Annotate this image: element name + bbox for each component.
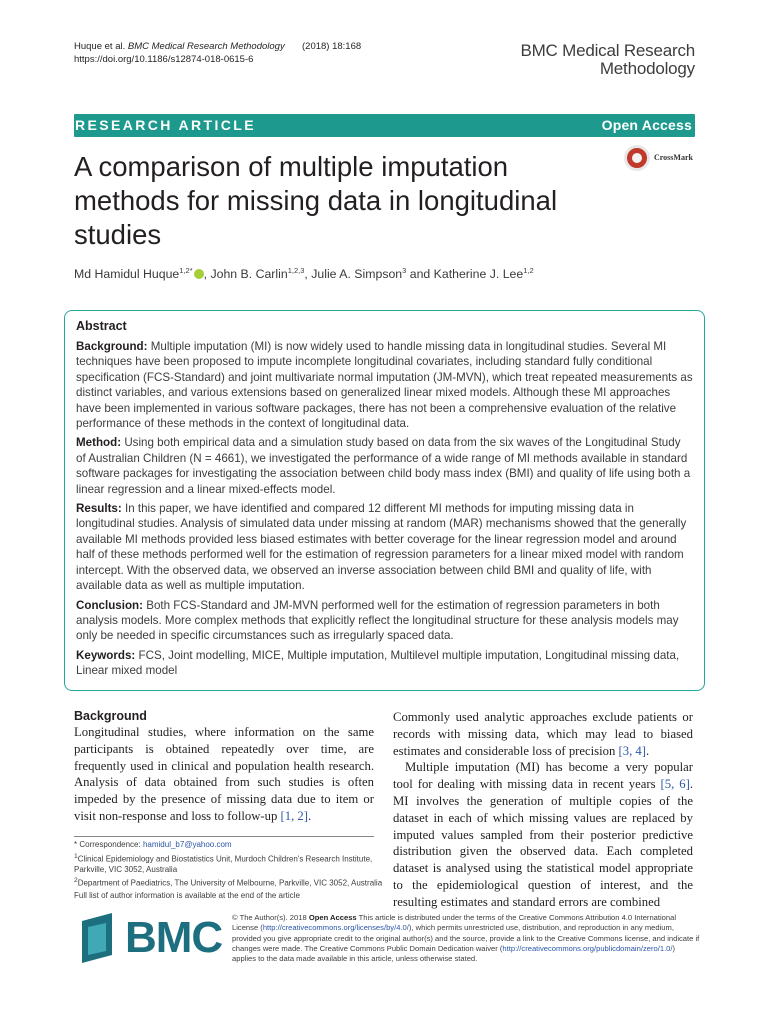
section-text: FCS, Joint modelling, MICE, Multiple imputation, Multilevel multiple imputation, Longitudinal missing data, Linear mixed model — [76, 648, 680, 678]
bmc-logo[interactable] — [82, 913, 223, 963]
citation-authors: Huque et al. — [74, 41, 126, 52]
abstract-keywords — [76, 648, 693, 679]
abstract-heading: Abstract — [76, 319, 127, 333]
author-name[interactable]: Md Hamidul Huque — [74, 267, 180, 282]
journal-logo-line2: Methodology — [599, 59, 695, 78]
cc-zero-link[interactable]: http://creativecommons.org/publicdomain/zero/1.0/ — [502, 943, 673, 953]
affiliation-2: $^2$Department of Paediatrics, The University of Melbourne, Parkville, VIC 3052, Australia — [74, 877, 383, 889]
body-paragraph: Commonly used analytic approaches exclude patients or records with missing data, which may lead to biased estimates and considerable loss of precision [3, 4]. — [393, 710, 693, 758]
abstract-method — [76, 435, 693, 497]
open-access-label: Open Access — [308, 913, 357, 922]
crossmark-icon — [624, 145, 650, 171]
journal-logo[interactable] — [520, 42, 695, 78]
copyright: © The Author(s). 2018 — [232, 913, 307, 922]
section-heading: Background — [74, 709, 147, 723]
author-separator: , — [203, 267, 211, 282]
article-title: A comparison of multiple imputation methods for missing data in longitudinal studies — [74, 151, 558, 250]
section-label: Background: — [76, 340, 148, 353]
crossmark-label: CrossMark — [654, 153, 693, 162]
orcid-icon[interactable] — [194, 269, 204, 279]
author-and: and — [406, 267, 434, 282]
paragraph-text: MI involves the generation of multiple copies of the dataset in each of which missing values are replaced by imputed values sampled from their posterior predictive distribution given the observed data. Each completed dataset is analysed using the statistical model appropriate to the epidemiological question of interest, and the resulting estimates and standard errors are combined — [393, 793, 693, 909]
email-link[interactable]: hamidul_b7@yahoo.com — [142, 840, 232, 849]
citation-journal: BMC Medical Research Methodology — [127, 41, 285, 52]
body-paragraph: Multiple imputation (MI) has become a very popular tool for dealing with missing data in recent years [5, 6]. MI involves the generation of multiple copies of the dataset in each of which missing values are replaced by imputed values sampled from their posterior predictive distribution given the observed data. Each completed dataset is analysed using the statistical model appropriate to the epidemiological question of interest, and the resulting estimates and standard errors are combined — [393, 760, 693, 909]
correspondence-label: * Correspondence: — [74, 840, 141, 849]
license-text: This article is distributed under the terms of the Creative Commons Attribution 4.0 International License ( — [232, 913, 677, 933]
citation-year-volume: (2018) 18:168 — [302, 41, 362, 52]
citation-ref[interactable]: [3, 4] — [618, 743, 646, 758]
author-affiliation-sup: 1,2,3 — [287, 266, 305, 275]
bmc-logo-text: BMC — [125, 913, 223, 962]
citation-ref[interactable]: [5, 6] — [660, 777, 690, 792]
author-affiliation-sup: 1,2 — [523, 266, 534, 275]
section-text: Using both empirical data and a simulation study based on data from the six waves of the Longitudinal Study of Australian Children (N = 4661), we investigated the performance of a wide range of MI methods available in standard software packages for investigating the association between child body mass index (BMI) and quality of life using both a linear regression and a linear mixed-effects model. — [76, 436, 691, 496]
abstract-background — [76, 339, 693, 431]
cc-by-link[interactable]: http://creativecommons.org/licenses/by/4.0/ — [262, 923, 409, 933]
author-name[interactable]: John B. Carlin — [210, 267, 288, 282]
body-left-column — [74, 709, 374, 825]
abstract-conclusion — [76, 598, 693, 644]
body-paragraph: Longitudinal studies, where information on the same participants is obtained repeatedly over time, are frequently used in clinical and population health research. Analysis of data obtained from such studies is often impeded by the presence of missing data due to item or visit non-response and loss to follow-up [1, 2]. — [74, 725, 374, 823]
citation-header — [74, 40, 362, 66]
section-text: Both FCS-Standard and JM-MVN performed well for the estimation of regression parameters in both analysis models. More complex methods that explicitly reflect the longitudinal structure for these analysis models may only be needed in specific circumstances such as irregularly spaced data. — [76, 598, 679, 643]
citation-line — [74, 40, 362, 53]
section-label: Conclusion: — [76, 598, 143, 612]
doi-link[interactable]: https://doi.org/10.1186/s12874-018-0615-6 — [74, 54, 254, 65]
license-text: ), which permits unrestricted use, distribution, and reproduction in any medium, provided you give appropriate credit to the original author(s) and the source, provide a link to the Creative Commons license, and indicate if changes were made. The Creative Commons Public Domain Dedication waiver ( — [232, 923, 700, 953]
author-affiliation-sup: 1,2* — [179, 266, 193, 275]
paragraph-text: Multiple imputation (MI) has become a very popular tool for dealing with missing data in recent years — [393, 760, 693, 792]
author-name[interactable]: Katherine J. Lee — [433, 267, 524, 282]
license-notice — [232, 913, 700, 964]
footnotes — [74, 840, 384, 902]
body-right-column — [393, 709, 693, 911]
journal-logo-line1: BMC Medical Research — [520, 41, 695, 60]
paragraph-text: Longitudinal studies, where information on the same participants is obtained repeatedly over time, are frequently used in clinical and population health research. Analysis of data obtained from such studies is often impeded by the presence of missing data due to item or visit non-response and loss to follow-up — [74, 725, 374, 823]
article-type-label: RESEARCH ARTICLE — [75, 117, 256, 133]
bmc-mark-icon — [82, 913, 122, 963]
section-label: Results: — [76, 502, 122, 516]
citation-ref[interactable]: [1, 2] — [280, 808, 308, 823]
section-label: Keywords: — [76, 648, 136, 662]
section-text: In this paper, we have identified and compared 12 different MI methods for imputing missing data in longitudinal studies. Analysis of simulated data under missing at random (MAR) mechanisms showed that the generally available MI methods provided less biased estimates with better coverage for the linear regression model and around half of these methods performed well for the estimation of regression parameters for a linear mixed model with random intercept. With the observed data, we observed an inverse association between child BMI and quality of life, with available data as well as multiple imputation. — [76, 502, 687, 593]
section-label: Method: — [76, 436, 122, 450]
section-text: Multiple imputation (MI) is now widely used to handle missing data in longitudinal studies. Several MI techniques have been proposed to impute incomplete longitudinal covariates, including standard fully conditional specification (FCS-Standard) and joint multivariate normal imputation (JM-MVN), which treat repeated measurements as distinct variables, and various extensions based on generalized linear mixed models. Although these MI approaches have been implemented in various software packages, there has not been a comprehensive evaluation of the relative performance of these methods in the context of longitudinal data. — [76, 340, 693, 431]
affiliation-text: Clinical Epidemiology and Biostatistics Unit, Murdoch Children's Research Institute, Parkville, VIC 3052, Australia — [74, 854, 373, 874]
abstract-box — [64, 310, 705, 691]
paragraph-text: Commonly used analytic approaches exclude patients or records with missing data, which may lead to biased estimates and considerable loss of precision — [393, 710, 693, 758]
article-type-banner — [74, 114, 695, 137]
affiliation-text: Department of Paediatrics, The University of Melbourne, Parkville, VIC 3052, Australia — [77, 879, 383, 889]
crossmark-badge[interactable] — [624, 145, 704, 173]
full-author-info-note: Full list of author information is available at the end of the article — [74, 890, 300, 900]
footnote-divider — [74, 836, 374, 837]
correspondence — [74, 840, 384, 851]
open-access-label[interactable]: Open Access — [601, 117, 692, 133]
author-name[interactable]: Julie A. Simpson — [311, 267, 403, 282]
author-affiliation-sup: 3 — [402, 266, 407, 275]
abstract-results — [76, 501, 693, 593]
affiliation-1: $^1$Clinical Epidemiology and Biostatistics Unit, Murdoch Children's Research Institute, Parkville, VIC 3052, Australia — [74, 852, 373, 874]
author-list — [74, 266, 534, 281]
author-separator: , — [304, 267, 312, 282]
license-text: ) applies to the data made available in this article, unless otherwise stated. — [232, 943, 676, 964]
